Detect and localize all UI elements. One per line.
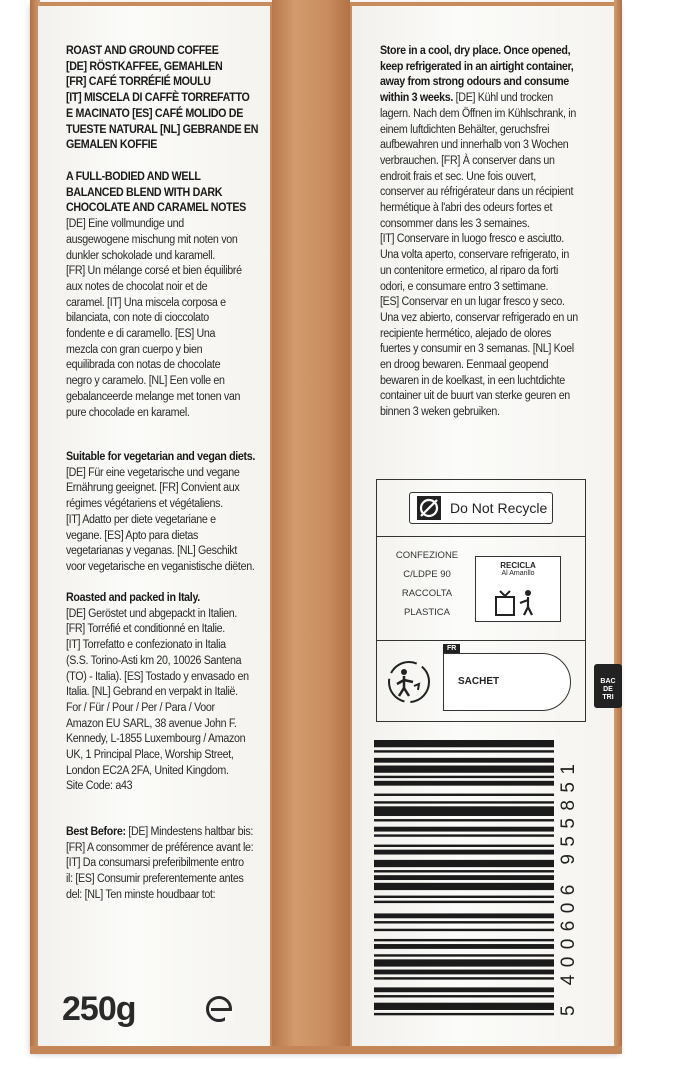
barcode-bar bbox=[374, 944, 554, 949]
origin-text-line: [FR] Torréfié et conditionné en Italie. bbox=[66, 623, 225, 636]
barcode-bar bbox=[374, 883, 554, 890]
best-before-text-line: [FR] A consommer de préférence avant le: bbox=[66, 841, 254, 854]
barcode-bar bbox=[374, 954, 554, 956]
best-before-text-line: [DE] Mindestens haltbar bis: bbox=[128, 826, 254, 838]
diet-info bbox=[66, 450, 289, 576]
barcode-bar bbox=[374, 939, 554, 941]
origin-text-line: Italia. [NL] Gebrand en verpakt in Italië. bbox=[66, 686, 238, 699]
divider bbox=[377, 536, 585, 537]
barcode-bar bbox=[374, 875, 554, 880]
title-line: TUESTE NATURAL [NL] GEBRANDE EN bbox=[66, 123, 259, 136]
sachet-label: SACHET bbox=[458, 676, 500, 687]
storage-text-line: container uit de buurt van sterke geuren en bbox=[380, 390, 570, 403]
blend-text-line: equilibrada con notas de chocolate bbox=[66, 359, 221, 372]
origin-text-line: Amazon EU SARL, 38 avenue John F. bbox=[66, 717, 237, 730]
storage-text-line: aufbewahren und innerhalb von 3 Wochen bbox=[380, 139, 569, 152]
blend-description bbox=[66, 170, 289, 421]
barcode-bar bbox=[374, 781, 554, 786]
best-before-text-line: [IT] Da consumarsi preferibilmente entro bbox=[66, 857, 244, 870]
storage-text-line: recipiente hermético, alejado de olores bbox=[380, 327, 552, 340]
best-before-heading: Best Before: bbox=[66, 826, 126, 838]
origin-text-line: (TO) - Italia). [ES] Tostado y envasado en bbox=[66, 670, 249, 683]
net-weight: 250g bbox=[62, 990, 136, 1028]
origin-heading: Roasted and packed in Italy. bbox=[66, 592, 200, 604]
storage-bold-line: Store in a cool, dry place. Once opened, bbox=[380, 45, 571, 57]
barcode-bar bbox=[374, 921, 554, 923]
triman-icon bbox=[387, 660, 431, 704]
barcode-bar bbox=[374, 929, 554, 931]
barcode-bar bbox=[374, 959, 554, 966]
fr-tag: FR bbox=[443, 644, 460, 653]
barcode-bar bbox=[374, 995, 554, 997]
confezione-line: C/LDPE 90 bbox=[403, 569, 451, 580]
bin-label-line: BAC bbox=[600, 678, 616, 685]
blend-text-line: gebalanceerde melange met tonen van bbox=[66, 390, 241, 403]
barcode-bar bbox=[374, 776, 554, 778]
diet-text-line: vegetarianas y veganas. [NL] Geschikt bbox=[66, 545, 238, 558]
confezione-info bbox=[385, 546, 469, 622]
title-line: E MACINATO [ES] CAFÉ MOLIDO DE bbox=[66, 107, 244, 120]
best-before-text-line: del: [NL] Ten minste houdbaar tot: bbox=[66, 888, 216, 901]
storage-text-line: verbrauchen. [FR] À conserver dans un bbox=[380, 154, 555, 167]
storage-text-line: conserver au réfrigérateur dans un récipient bbox=[380, 186, 574, 199]
storage-text-line: bewaren in de koelkast, in een luchtdichte bbox=[380, 374, 565, 387]
storage-instructions bbox=[380, 44, 622, 421]
origin-text-line: London EC2A 2FA, United Kingdom. bbox=[66, 764, 229, 777]
diet-text-line: [DE] Für eine vegetarische und vegane bbox=[66, 466, 240, 479]
blend-text-line: fondente e di caramello. [ES] Una bbox=[66, 328, 216, 341]
barcode-bar bbox=[374, 819, 554, 821]
best-before-info bbox=[66, 825, 289, 904]
storage-text-line: [DE] Kühl und trocken bbox=[455, 92, 553, 105]
bin-label-line: TRI bbox=[602, 694, 614, 701]
blend-text-line: pure chocolade en karamel. bbox=[66, 406, 190, 419]
bin-label-line: DE bbox=[603, 686, 613, 693]
blend-text-line: aux notes de chocolat noir et de bbox=[66, 280, 208, 293]
storage-text-line: endroit frais et sec. Une fois ouvert, bbox=[380, 170, 536, 183]
blend-text-line: negro y caramelo. [NL] Een volle en bbox=[66, 375, 225, 388]
barcode-number bbox=[556, 760, 580, 1020]
barcode-bar bbox=[374, 913, 554, 918]
recicla-subtitle: Al Amarillo bbox=[501, 570, 535, 577]
barcode-bar bbox=[374, 750, 554, 752]
barcode-bar bbox=[374, 850, 554, 855]
diet-text-line: voor vegetarische en veganistische diëten. bbox=[66, 560, 255, 573]
best-before-text-line: il: [ES] Consumir preferentemente antes bbox=[66, 873, 244, 886]
barcode-bar bbox=[374, 987, 554, 992]
origin-text-line: (S.S. Torino-Asti km 20, 10026 Santena bbox=[66, 654, 242, 667]
storage-text-line: [IT] Conservare in luogo fresco e asciutto. bbox=[380, 233, 564, 246]
storage-text-line: einem luftdichten Behälter, geruchsfrei bbox=[380, 123, 550, 136]
bin-icon bbox=[594, 664, 622, 708]
barcode-bar bbox=[374, 901, 554, 903]
sachet-badge bbox=[443, 653, 616, 711]
origin-text-line: Kennedy, L-1855 Luxembourg / Amazon bbox=[66, 733, 246, 746]
diet-text-line: Ernährung geeignet. [FR] Convient aux bbox=[66, 482, 240, 495]
person-bin-icon bbox=[492, 587, 542, 617]
storage-text-line: hermétique à l'abri des odeurs fortes et bbox=[380, 202, 553, 215]
blend-text-line: dunkler schokolade und karamell. bbox=[66, 249, 215, 262]
barcode-bar bbox=[374, 834, 554, 836]
blend-heading-line: A FULL-BODIED AND WELL bbox=[66, 171, 201, 183]
bin-label bbox=[594, 678, 622, 702]
barcode-bar bbox=[374, 1003, 554, 1010]
storage-bold-line: away from strong odours and consume bbox=[380, 76, 569, 89]
confezione-line: CONFEZIONE bbox=[395, 550, 459, 561]
barcode-bar bbox=[374, 806, 554, 816]
blend-text-line: bilanciata, con note di cioccolato bbox=[66, 312, 209, 325]
barcode-bar bbox=[374, 766, 554, 773]
blend-text-line: [DE] Eine vollmundige und bbox=[66, 218, 184, 231]
title-line: [FR] CAFÉ TORRÉFIÉ MOULU bbox=[66, 76, 211, 89]
barcode-bar bbox=[374, 740, 554, 747]
barcode-digits: 5 400606 955851 bbox=[558, 764, 579, 1016]
storage-text-line: consommer dans les 3 semaines. bbox=[380, 217, 530, 230]
no-recycle-icon bbox=[416, 495, 442, 521]
barcode-bar bbox=[374, 970, 554, 975]
recicla-badge bbox=[475, 556, 561, 622]
confezione-line: PLASTICA bbox=[404, 607, 450, 618]
blend-text-line: mezcla con gran cuerpo y bien bbox=[66, 343, 203, 356]
confezione-line: RACCOLTA bbox=[401, 588, 453, 599]
storage-text-line: un contenitore ermetico, al riparo da forti bbox=[380, 264, 559, 277]
storage-text-line: Una vez abierto, conservar refrigerado en un bbox=[380, 311, 578, 324]
recycling-info-box bbox=[376, 479, 616, 722]
storage-text-line: fuertes y consumir en 3 semanas. [NL] Koel bbox=[380, 343, 574, 356]
origin-info bbox=[66, 591, 289, 795]
barcode-bar bbox=[374, 801, 554, 803]
storage-bold-line: within 3 weeks. bbox=[380, 92, 453, 105]
storage-text-line: lagern. Nach dem Öffnen im Kühlschrank, in bbox=[380, 107, 576, 120]
divider bbox=[377, 640, 585, 641]
blend-heading-line: BALANCED BLEND WITH DARK bbox=[66, 186, 223, 199]
do-not-recycle-badge bbox=[409, 492, 553, 524]
diet-text-line: [IT] Adatto per diete vegetariane e bbox=[66, 513, 216, 526]
barcode-bar bbox=[374, 860, 554, 867]
diet-text-line: régimes végétariens et végétaliens. bbox=[66, 498, 223, 511]
origin-text-line: [IT] Torrefatto e confezionato in Italia bbox=[66, 639, 226, 652]
barcode-bar bbox=[374, 1013, 554, 1015]
barcode-bar bbox=[374, 870, 554, 872]
barcode-bar bbox=[374, 758, 554, 763]
origin-text-line: For / Für / Pour / Per / Para / Voor bbox=[66, 701, 215, 714]
title-line: ROAST AND GROUND COFFEE bbox=[66, 45, 219, 57]
origin-text-line: [DE] Geröstet und abgepackt in Italien. bbox=[66, 607, 238, 620]
blend-text-line: caramel. [IT] Una miscela corposa e bbox=[66, 296, 226, 309]
barcode-bar bbox=[374, 794, 554, 796]
storage-text-line: binnen 3 weken gebruiken. bbox=[380, 406, 500, 419]
storage-text-line: odori, e consumare entro 3 settimane. bbox=[380, 280, 549, 293]
storage-text-line: [ES] Conservar en un lugar fresco y seco. bbox=[380, 296, 565, 309]
title-line: [DE] RÖSTKAFFEE, GEMAHLEN bbox=[66, 60, 223, 73]
package-bottom bbox=[30, 1046, 622, 1054]
barcode bbox=[374, 740, 554, 1018]
storage-bold-line: keep refrigerated in an airtight container, bbox=[380, 60, 574, 73]
storage-text-line: en droog bewaren. Eenmaal geopend bbox=[380, 359, 549, 372]
do-not-recycle-label: Do Not Recycle bbox=[450, 500, 548, 516]
title-line: GEMALEN KOFFIE bbox=[66, 139, 158, 152]
blend-heading-line: CHOCOLATE AND CARAMEL NOTES bbox=[66, 202, 246, 215]
origin-text-line: UK, 1 Principal Place, Worship Street, bbox=[66, 749, 234, 762]
product-name-block bbox=[66, 44, 289, 154]
diet-heading: Suitable for vegetarian and vegan diets. bbox=[66, 451, 256, 463]
recicla-title: RECICLA bbox=[500, 561, 536, 570]
barcode-bar bbox=[374, 896, 554, 898]
triman-row bbox=[377, 645, 616, 720]
estimated-sign-icon bbox=[206, 996, 232, 1022]
barcode-bar bbox=[374, 827, 554, 832]
diet-text-line: vegane. [ES] Apto para dietas bbox=[66, 529, 199, 542]
blend-text-line: [FR] Un mélange corsé et bien équilibré bbox=[66, 265, 242, 278]
title-line: [IT] MISCELA DI CAFFÈ TORREFATTO bbox=[66, 92, 250, 105]
barcode-bar bbox=[374, 845, 554, 847]
barcode-bar bbox=[374, 977, 554, 979]
blend-text-line: ausgewogene mischung mit noten von bbox=[66, 233, 238, 246]
origin-text-line: Site Code: a43 bbox=[66, 780, 133, 793]
storage-text-line: Una volta aperto, conservare refrigerato, in bbox=[380, 249, 569, 262]
